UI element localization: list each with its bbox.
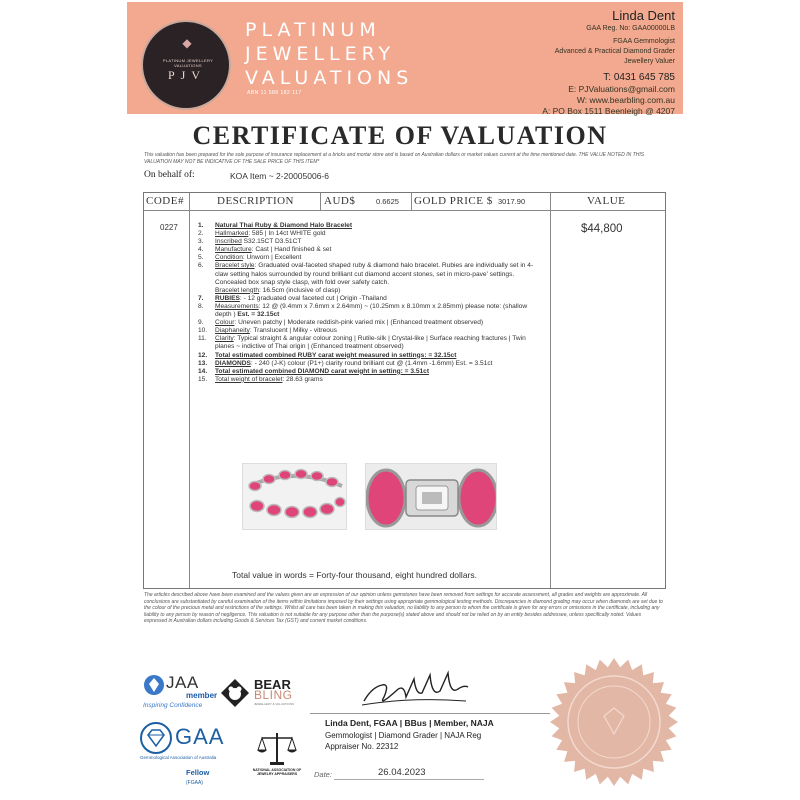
item-text: : 12 @ (9.4mm x 7.6mm x 2.64mm) ~ (10.25mm x 8.10mm x 2.85mm) please note: (shallow depth ) [215,302,528,319]
valuer-name: Linda Dent [612,8,675,23]
gaa-fellow-label: Fellow [186,768,210,777]
column-divider [320,193,321,210]
item-number [198,287,215,295]
item-text: Total estimated combined DIAMOND carat weight in setting: = 3.51ct [215,367,430,375]
handwritten-signature [360,667,470,711]
item-value: $44,800 [581,223,623,235]
list-item [198,295,545,303]
item-text: Total estimated combined RUBY carat weight measured in settings: = 32.15ct [215,351,457,359]
item-text: : 16.5cm (inclusive of clasp) [259,286,341,294]
item-number: 15. [198,375,208,383]
on-behalf-value: KOA Item ~ 2-20005006-6 [230,171,329,181]
item-text: : - 240 (J-K) colour (P1+) clarity round brilliant cut @ (1.4mm -1.6mm) Est. = 3.51ct [250,359,493,367]
item-number: 5. [198,254,204,262]
on-behalf-label: On behalf of: [144,170,195,180]
item-label: Bracelet style [215,262,255,270]
total-value-in-words: Total value in words = Forty-four thousand, eight hundred dollars. [232,570,477,580]
bear-subtitle: JEWELLERY & VALUATIONS [254,702,294,706]
header-aud: AUD$ [324,195,356,207]
item-label: Total weight of bracelet [215,375,283,383]
item-text: : - 12 graduated oval faceted cut | Origin -Thailand [239,294,387,302]
item-number: 9. [198,319,204,327]
diamond-icon: ◆ [182,36,192,50]
bear-text: BEAR [254,677,291,692]
header-gold-price: GOLD PRICE $ [414,195,493,207]
item-number: 2. [198,230,204,238]
credential-1: FGAA Gemmologist [613,38,675,45]
valuation-table [143,192,666,589]
list-item [198,335,545,351]
credential-2: Advanced & Practical Diamond Grader [554,48,675,55]
gaa-fellow-abbr: (FGAA) [186,780,203,786]
jaa-member: member [186,691,218,700]
phone: T: 0431 645 785 [603,72,675,83]
gaa-subtitle: Gemmological Association of Australia [140,755,217,760]
item-label: Measurements [215,302,259,310]
logo-initials: PJV [167,68,206,82]
item-label: Clarity [215,335,234,343]
item-text: : Unworn | Excellent [242,254,302,262]
item-number: 13. [198,359,208,367]
website: W: www.bearbling.com.au [576,95,675,105]
certificate-title: CERTIFICATE OF VALUATION [192,121,608,150]
naja-logo [248,730,306,776]
letterhead-banner [127,2,683,114]
date-value: 26.04.2023 [378,767,426,778]
list-item [198,360,545,368]
contact-block [475,8,675,117]
bracelet-photo-front [242,463,347,530]
item-number: 3. [198,238,204,246]
brand-line-3: VALUATIONS [245,67,414,89]
item-number: 11. [198,335,207,343]
header-value: VALUE [587,195,626,207]
gaa-text: GAA [175,724,225,749]
item-label: Manufacture [215,246,252,254]
gaa-gem-icon [140,722,172,754]
item-label: RUBIES [215,294,240,302]
list-item [198,246,545,254]
brand-name [245,18,413,90]
list-item [198,352,545,360]
item-estimate: Est. = 32.15ct [237,311,280,319]
scales-icon [248,730,306,766]
item-text: : Typical straight & angular colour zoning | Rutile-silk | Crystal-like | Surface reaching fractures | Twin planes ~ indictive of Thai origin | (Enhanced treatment observed) [215,335,526,351]
list-item [198,303,545,319]
credential-3: Jewellery Valuer [624,58,675,65]
item-label: Colour [215,319,235,327]
pjv-logo [141,20,231,110]
item-number: 12. [198,351,208,359]
item-number: 6. [198,262,204,270]
gaa-fellow [186,768,209,786]
item-text: : 585 | In 14ct WHITE gold [248,230,326,238]
aud-rate: 0.6625 [376,197,399,206]
item-number: 14. [198,367,208,375]
item-text: S32.15CT D3.51CT [241,238,302,246]
item-number: 4. [198,246,204,254]
terms-footnote: The articles described above have been examined and the values given are an expression of our opinion unless gemstones have been removed from settings for accurate assessment, all grades and weights are approximate. All conclusions are substantiated by careful examination of the items within limitations imposed by their settings using appropriate gemmological testing methods. Discrepancies in diamond grading may occur when diamonds are set due to the colour of the precious metal and restrictions of the settings. Whilst all care has been taken in making this valuation, no liability to any person to whom the certificate is given for any errors or omissions in the certificate, including any liability to any person by reason of negligence. This valuation is not suitable for any purpose other than the purpose(s) stated above and should not be relied on by an entity besides addressee, unless specifically noted. Values expressed in Australian dollars including Goods & Services Tax (GST) and current market conditions. [144,592,663,625]
list-item [198,319,545,327]
item-text: : Cast | Hand finished & set [251,246,332,254]
embossed-seal [548,656,680,788]
item-label: Bracelet length [215,286,259,294]
header-code: CODE# [146,195,184,207]
clasp-image [366,464,497,530]
brand-line-1: PLATINUM [245,19,381,41]
list-item [198,287,545,295]
email: E: PJValuations@gmail.com [568,84,675,94]
naja-subtitle: NATIONAL ASSOCIATION OF JEWELRY APPRAISERS [252,768,302,776]
list-item [198,238,545,246]
description-list [198,222,545,384]
bling-text: BLING [254,688,293,702]
item-text: : 28.63 grams [282,375,323,383]
item-label: Diaphaneity [215,327,250,335]
item-number: 1. [198,222,204,229]
item-text: : Uneven patchy | Moderate reddish-pink varied mix | (Enhanced treatment observed) [234,319,484,327]
list-item [198,368,545,376]
column-divider [189,193,190,588]
brand-line-2: JEWELLERY [245,43,396,65]
bracelet-photo-clasp [365,463,497,530]
signature-line [310,713,550,714]
signatory-title: Gemmologist | Diamond Grader | NAJA Reg [325,731,482,740]
item-label: Inscribed [215,238,242,246]
jaa-badge-icon [143,674,165,696]
item-number: 7. [198,294,204,302]
list-item [198,254,545,262]
column-divider [411,193,412,210]
postal-address: A: PO Box 1511 Beenleigh @ 4207 [542,106,675,116]
item-title: Natural Thai Ruby & Diamond Halo Bracelet [215,222,353,229]
jaa-text: JAA [166,673,199,692]
header-divider [144,210,665,211]
item-text: : Translucent | Milky - vitreous [249,327,337,335]
list-item [198,262,545,286]
signatory-reg: Appraiser No. 22312 [325,742,399,751]
item-number: 10. [198,327,208,335]
list-item [198,222,545,230]
bear-icon [220,678,250,708]
disclaimer: This valuation has been prepared for the sole purpose of insurance replacement at a bricks and mortar store and is based on Australian dollars or market values current at the time mentioned date. THE VALUE NOTED IN THIS VALUATION MAY NOT BE INDICATIVE OF THE SALE PRICE OF THIS ITEM* [144,152,645,165]
item-label: Condition [215,254,243,262]
jaa-tagline: Inspiring Confidence [143,702,203,709]
item-number: 8. [198,302,204,310]
bracelet-image [243,464,347,530]
gaa-reg: GAA Reg. No: GAA00000LB [586,25,675,32]
item-text: : Graduated oval-faceted shaped ruby & diamond halo bracelet. Rubies are individually set in 4-claw setting halos surrounded by round brilliant cut diamond accent stones, set in micro-pave' settings. Concealed box snap style clasp, with fold over safety catch. [215,262,534,286]
signatory-name: Linda Dent, FGAA | BBus | Member, NAJA [325,718,494,728]
logo-ring-text: PLATINUM JEWELLERY VALUATIONS [162,58,214,68]
header-description: DESCRIPTION [217,195,295,207]
item-label: Hallmarked [215,230,249,238]
item-label: DIAMONDS [215,359,251,367]
list-item [198,327,545,335]
column-divider [550,193,551,588]
list-item [198,376,545,384]
item-code: 0227 [160,223,178,232]
date-label: Date: [314,770,332,779]
abn-number: ABN 11 588 182 117 [247,90,302,96]
list-item [198,230,545,238]
date-line [334,779,484,780]
gold-price-value: 3017.90 [498,197,526,206]
